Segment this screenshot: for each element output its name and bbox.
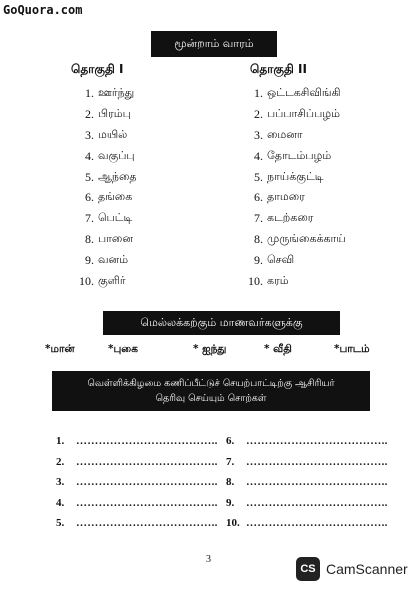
blank-lines-right: [226, 431, 416, 534]
item-number: 7.: [85, 211, 94, 226]
item-word: தங்கை: [98, 190, 133, 204]
item-number: 7.: [254, 211, 263, 226]
item-number: 2.: [85, 106, 94, 121]
blank-dots: ………………………………..: [246, 517, 388, 530]
item-word: முருங்கைக்காய்: [267, 232, 346, 246]
blank-number: 5.: [56, 517, 65, 530]
item-number: 5.: [85, 169, 94, 184]
list-item: [243, 125, 346, 146]
item-word: பானை: [98, 232, 134, 246]
star-word: *புகை: [108, 343, 138, 355]
item-number: 9.: [254, 253, 263, 268]
item-word: ஒட்டகசிவிங்கி: [267, 85, 341, 99]
blank-number: 9.: [226, 496, 235, 509]
friday-assessment-heading: [52, 371, 370, 411]
list-item: [243, 167, 346, 188]
item-word: வனம்: [98, 253, 129, 267]
list-item: [76, 83, 137, 104]
item-word: பெட்டி: [98, 211, 133, 225]
list-item: [76, 167, 137, 188]
blank-line: [226, 493, 416, 514]
list-item: [76, 146, 137, 167]
item-number: 6.: [85, 190, 94, 205]
item-number: 4.: [85, 148, 94, 163]
blank-dots: ………………………………..: [246, 496, 388, 509]
slow-learners-heading: மெல்லக்கற்கும் மாணவர்களுக்கு: [103, 311, 340, 335]
item-number: 9.: [85, 253, 94, 268]
list-item: [243, 187, 346, 208]
blank-number: 7.: [226, 455, 235, 468]
blank-number: 3.: [56, 476, 65, 489]
item-number: 1.: [85, 85, 94, 100]
list-item: [76, 187, 137, 208]
page-number: 3: [206, 554, 211, 565]
blank-dots: ………………………………..: [76, 455, 218, 468]
list-item: [76, 208, 137, 229]
star-word: *மான்: [45, 343, 75, 355]
blank-dots: ………………………………..: [76, 435, 218, 448]
camscanner-name: CamScanner: [326, 561, 408, 577]
blank-line: [226, 431, 416, 452]
blank-line: [56, 493, 246, 514]
item-number: 3.: [85, 127, 94, 142]
item-number: 2.: [254, 106, 263, 121]
item-word: மயில்: [98, 127, 128, 141]
item-number: 4.: [254, 148, 263, 163]
group-two-word-list: [243, 83, 346, 292]
watermark-text: GoQuora.com: [3, 3, 83, 17]
week-title: மூன்றாம் வாரம்: [151, 31, 277, 57]
blank-dots: ………………………………..: [76, 476, 218, 489]
item-word: நாய்க்குட்டி: [267, 169, 324, 183]
item-word: குளிர்: [98, 273, 126, 287]
item-word: ஊர்ந்து: [98, 85, 135, 99]
item-word: தாமரை: [267, 190, 305, 204]
item-number: 10.: [248, 273, 263, 288]
slow-learners-word-row: [0, 343, 420, 359]
item-word: வகுப்பு: [98, 148, 135, 162]
list-item: [76, 271, 137, 292]
item-word: பிரம்பு: [98, 106, 131, 120]
blank-line: [56, 513, 246, 534]
item-word: கரம்: [267, 273, 289, 287]
blank-line: [56, 431, 246, 452]
item-word: தோடம்பழம்: [267, 148, 332, 162]
list-item: [243, 271, 346, 292]
item-number: 3.: [254, 127, 263, 142]
blank-dots: ………………………………..: [76, 517, 218, 530]
list-item: [76, 104, 137, 125]
item-number: 10.: [79, 273, 94, 288]
list-item: [243, 146, 346, 167]
list-item: [243, 104, 346, 125]
camscanner-badge: [296, 556, 420, 582]
item-number: 6.: [254, 190, 263, 205]
blank-line: [56, 452, 246, 473]
list-item: [243, 83, 346, 104]
list-item: [243, 229, 346, 250]
item-number: 5.: [254, 169, 263, 184]
blank-dots: ………………………………..: [246, 476, 388, 489]
item-word: செவி: [267, 253, 295, 267]
list-item: [76, 125, 137, 146]
blank-number: 1.: [56, 435, 65, 448]
group-two-heading: தொகுதி II: [250, 62, 307, 76]
blank-number: 6.: [226, 435, 235, 448]
star-word: *பாடம்: [334, 343, 370, 355]
blank-lines-left: [56, 431, 246, 534]
blank-number: 2.: [56, 455, 65, 468]
blank-line: [56, 472, 246, 493]
item-word: பப்பாசிப்பழம்: [267, 106, 340, 120]
friday-heading-line-1: வெள்ளிக்கிழமை கணிப்பீட்டுச் செயற்பாட்டிற்கு ஆசிரியர்: [87, 378, 335, 389]
item-word: ஆந்தை: [98, 169, 137, 183]
item-number: 8.: [85, 232, 94, 247]
blank-line: [226, 513, 416, 534]
star-word: * ஐந்து: [193, 343, 227, 355]
blank-number: 4.: [56, 496, 65, 509]
friday-heading-line-2: தெரிவு செய்யும் சொற்கள்: [155, 393, 267, 404]
item-word: மைனா: [267, 127, 303, 141]
item-number: 1.: [254, 85, 263, 100]
blank-dots: ………………………………..: [246, 435, 388, 448]
blank-dots: ………………………………..: [76, 496, 218, 509]
list-item: [243, 250, 346, 271]
list-item: [76, 250, 137, 271]
list-item: [243, 208, 346, 229]
blank-line: [226, 472, 416, 493]
group-one-word-list: [76, 83, 137, 292]
list-item: [76, 229, 137, 250]
star-word: * வீதி: [264, 343, 292, 355]
blank-dots: ………………………………..: [246, 455, 388, 468]
blank-line: [226, 452, 416, 473]
item-word: கடற்கரை: [267, 211, 314, 225]
blank-number: 8.: [226, 476, 235, 489]
item-number: 8.: [254, 232, 263, 247]
camscanner-logo-icon: CS: [296, 557, 320, 581]
group-one-heading: தொகுதி I: [71, 62, 124, 76]
blank-number: 10.: [226, 517, 240, 530]
